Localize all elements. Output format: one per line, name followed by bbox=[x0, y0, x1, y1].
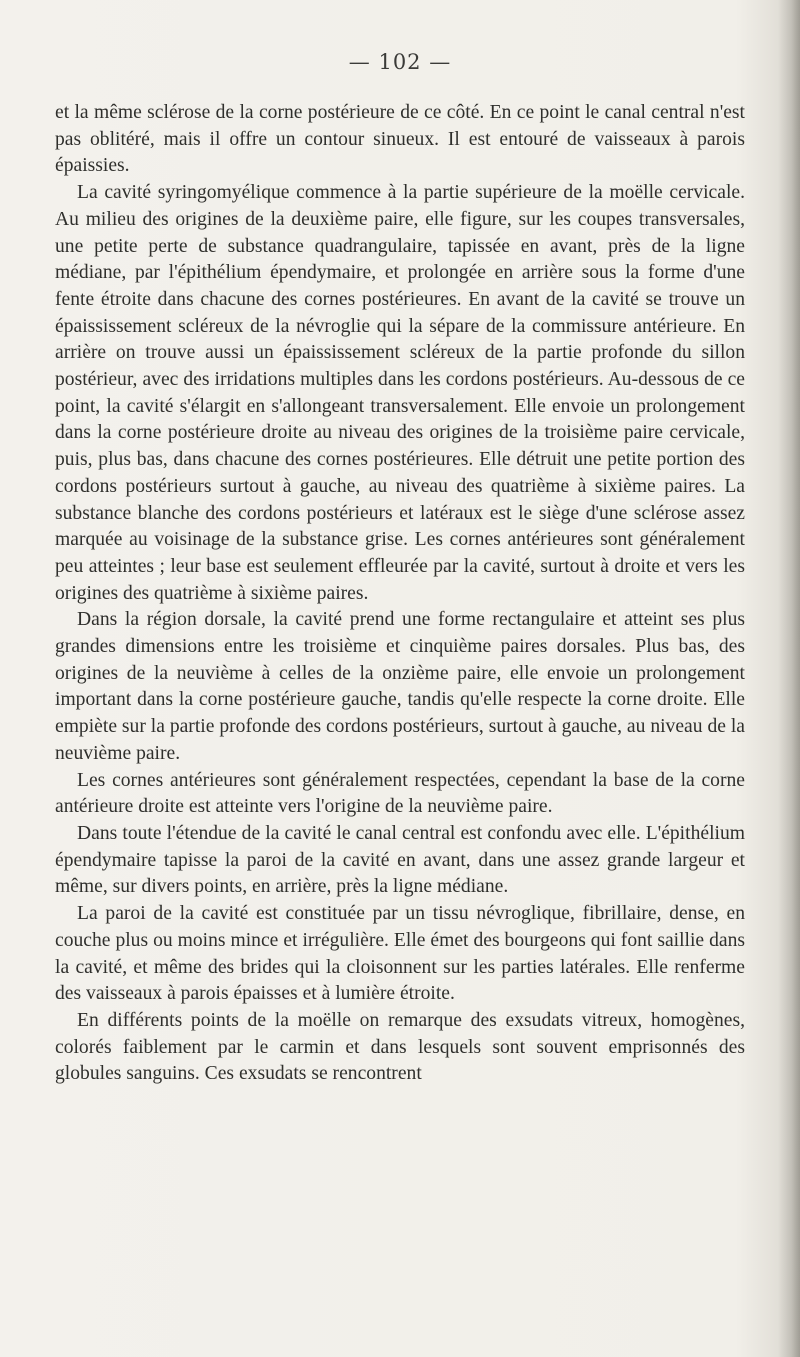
paragraph-4: Les cornes antérieures sont généralement respectées, cependant la base de la corne antérieure droite est atteinte vers l'origine de la neuvième paire. bbox=[55, 769, 745, 818]
paragraph-5: Dans toute l'étendue de la cavité le canal central est confondu avec elle. L'épithélium épendymaire tapisse la paroi de la cavité en avant, dans une assez grande largeur et même, sur divers points, en arrière, près la ligne médiane. bbox=[55, 822, 745, 898]
paragraph-3: Dans la région dorsale, la cavité prend une forme rectangulaire et atteint ses plus grandes dimensions entre les troisième et cinquième paires dorsales. Plus bas, des origines de la neuvième à celles de la onzième paire, elle envoie un prolongement important dans la corne postérieure gauche, tandis qu'elle respecte la corne droite. Elle empiète sur la partie profonde des cordons postérieurs, surtout à gauche, au niveau de la neuvième paire. bbox=[55, 609, 745, 764]
paragraph-6: La paroi de la cavité est constituée par un tissu névroglique, fibrillaire, dense, en couche plus ou moins mince et irrégulière. Elle émet des bourgeons qui font saillie dans la cavité, et même des brides qui la cloisonnent sur les parties latérales. Elle renferme des vaisseaux à parois épaisses et à lumière étroite. bbox=[55, 903, 745, 1005]
page-edge-shadow bbox=[778, 0, 800, 1357]
body-text bbox=[55, 100, 745, 1088]
paragraph-2: La cavité syringomyélique commence à la partie supérieure de la moëlle cervicale. Au milieu des origines de la deuxième paire, elle figure, sur les coupes transversales, une petite perte de substance quadrangulaire, tapissée en avant, près de la ligne médiane, par l'épithélium épendymaire, et prolongée en arrière sous la forme d'une fente étroite dans chacune des cornes postérieures. En avant de la cavité se trouve un épaississement scléreux de la névroglie qui la sépare de la commissure antérieure. En arrière on trouve aussi un épaississement scléreux de la partie profonde du sillon postérieur, avec des irridations multiples dans les cordons postérieurs. Au-dessous de ce point, la cavité s'élargit en s'allongeant transversalement. Elle envoie un prolongement dans la corne postérieure droite au niveau des origines de la troisième paire cervicale, puis, plus bas, dans chacune des cornes postérieures. Elle détruit une petite portion des cordons postérieurs surtout à gauche, au niveau des quatrième à sixième paires. La substance blanche des cordons postérieurs et latéraux est le siège d'une sclérose assez marquée au voisinage de la substance grise. Les cornes antérieures sont généralement peu atteintes ; leur base est seulement effleurée par la cavité, surtout à droite et vers les origines des quatrième à sixième paires. bbox=[55, 182, 745, 604]
paragraph-7: En différents points de la moëlle on remarque des exsudats vitreux, homogènes, colorés faiblement par le carmin et dans lesquels sont souvent emprisonnés des globules sanguins. Ces exsudats se rencontrent bbox=[55, 1009, 745, 1085]
paragraph-1: et la même sclérose de la corne postérieure de ce côté. En ce point le canal central n'est pas oblitéré, mais il offre un contour sinueux. Il est entouré de vaisseaux à parois épaissies. bbox=[55, 102, 745, 177]
page-number: — 102 — bbox=[348, 50, 452, 74]
